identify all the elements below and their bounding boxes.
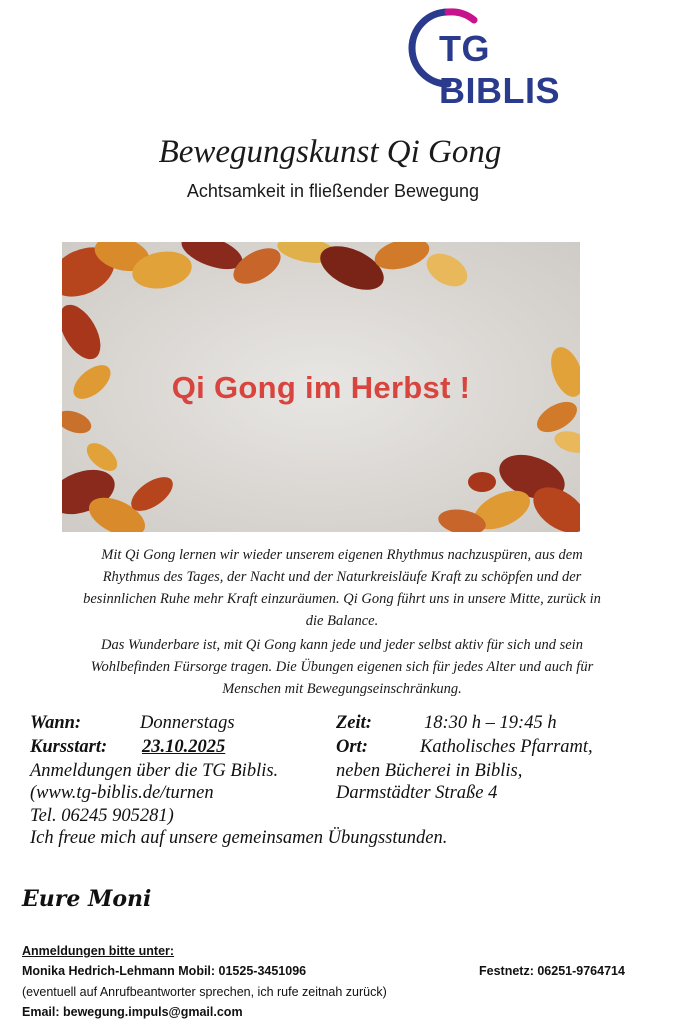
footer-note: (eventuell auf Anrufbeantworter sprechen, ich rufe zeitnah zurück) — [22, 985, 387, 999]
ort-line-3: Darmstädter Straße 4 — [336, 783, 498, 803]
signature: Eure Moni — [22, 886, 152, 912]
paragraph-line: besinnlichen Ruhe mehr Kraft einzuräumen. Qi Gong führt uns in unsere Mitte, zurück in — [83, 591, 601, 607]
footer-contact: Monika Hedrich-Lehmann Mobil: 01525-3451096 — [22, 964, 307, 978]
paragraph-line: Mit Qi Gong lernen wir wieder unserem eigenen Rhythmus nachzuspüren, aus dem — [101, 547, 583, 563]
zeit-value: 18:30 h – 19:45 h — [424, 713, 557, 733]
ort-value: Katholisches Pfarramt, — [420, 737, 593, 757]
page-subtitle: Achtsamkeit in fließender Bewegung — [186, 181, 480, 201]
kursstart-label: Kursstart: — [30, 737, 108, 757]
ort-line-2: neben Bücherei in Biblis, — [336, 761, 523, 781]
logo-text: TG BIBLIS — [439, 28, 561, 111]
intro-paragraph — [36, 544, 648, 632]
paragraph-line: Wohlbefinden Fürsorge tragen. Die Übungen eigenen sich für jedes Alter und auch für — [90, 659, 594, 675]
zeit-label: Zeit: — [336, 713, 372, 733]
paragraph-line: die Balance. — [305, 613, 379, 629]
kursstart-value: 23.10.2025 — [142, 737, 226, 757]
paragraph-line: Menschen mit Bewegungseinschränkung. — [222, 681, 462, 697]
page-title: Bewegungskunst Qi Gong — [158, 134, 502, 170]
anmeldung-line-3: Tel. 06245 905281) — [30, 806, 174, 826]
paragraph-line: Das Wunderbare ist, mit Qi Gong kann jede und jeder selbst aktiv für sich und sein — [101, 637, 583, 653]
footer-festnetz: Festnetz: 06251-9764714 — [479, 964, 625, 978]
closing-line: Ich freue mich auf unsere gemeinsamen Übungsstunden. — [30, 828, 448, 848]
benefits-paragraph — [36, 634, 648, 700]
photo-caption: Qi Gong im Herbst ! — [171, 370, 471, 405]
tg-biblis-logo — [404, 6, 616, 111]
footer-email: Email: bewegung.impuls@gmail.com — [22, 1005, 243, 1019]
footer-heading: Anmeldungen bitte unter: — [22, 944, 175, 958]
ort-label: Ort: — [336, 737, 368, 757]
wann-label: Wann: — [30, 713, 82, 733]
wann-value: Donnerstags — [140, 713, 235, 733]
paragraph-line: Rhythmus des Tages, der Nacht und der Naturkreisläufe Kraft zu schöpfen und der — [102, 569, 582, 585]
autumn-leaves-image — [62, 242, 580, 532]
anmeldung-line-2: (www.tg-biblis.de/turnen — [30, 783, 214, 803]
anmeldung-line-1: Anmeldungen über die TG Biblis. — [30, 761, 279, 781]
